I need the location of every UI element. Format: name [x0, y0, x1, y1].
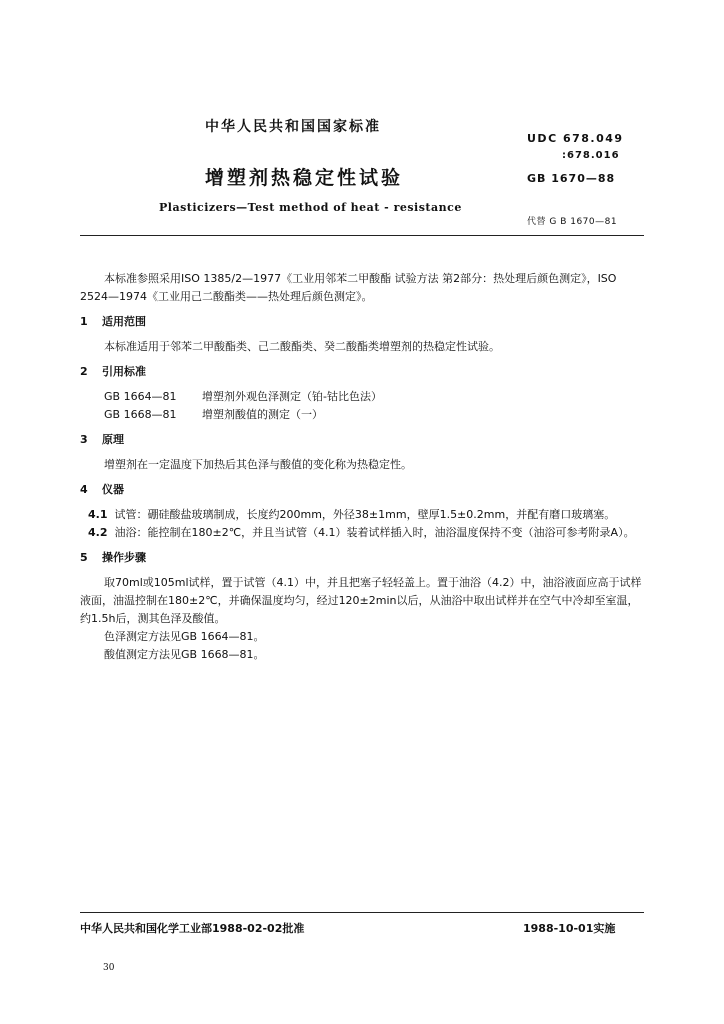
section-title: 引用标准	[102, 365, 146, 378]
approval-note: 中华人民共和国化学工业部1988-02-02批准	[80, 922, 305, 935]
footer-divider	[80, 912, 644, 913]
color-method-note: 色泽测定方法见GB 1664—81。	[104, 630, 265, 643]
standard-title-english: Plasticizers—Test method of heat - resistance	[159, 201, 462, 214]
udc-code-line1: UDC 678.049	[527, 132, 624, 145]
effective-date: 1988-10-01实施	[523, 922, 616, 935]
section-number: 5	[80, 551, 88, 564]
reference-code: GB 1664—81	[104, 390, 177, 403]
clause-4-2	[80, 524, 644, 542]
clause-number: 4.1	[88, 508, 108, 521]
standard-title-chinese: 增塑剂热稳定性试验	[205, 167, 404, 189]
section-5-heading	[80, 549, 644, 567]
section-3-heading	[80, 431, 644, 449]
intro-paragraph: 本标准参照采用ISO 1385/2—1977《工业用邻苯二甲酸酯 试验方法 第2部分：热处理后颜色测定》，ISO 2524—1974《工业用己二酸酯类——热处理后颜色测定》。	[80, 272, 617, 303]
clause-4-1	[80, 506, 644, 524]
section-1-text: 本标准适用于邻苯二甲酸酯类、己二酸酯类、癸二酸酯类增塑剂的热稳定性试验。	[104, 340, 500, 353]
section-2-heading	[80, 363, 644, 381]
page-number: 30	[103, 963, 115, 973]
section-title: 操作步骤	[102, 551, 146, 564]
reference-item	[80, 388, 644, 406]
udc-code-line2: :678.016	[562, 150, 620, 161]
section-3-text: 增塑剂在一定温度下加热后其色泽与酸值的变化称为热稳定性。	[104, 458, 412, 471]
reference-item	[80, 406, 644, 424]
reference-title: 增塑剂酸值的测定（一）	[202, 408, 323, 421]
issuing-authority: 中华人民共和国国家标准	[205, 119, 381, 135]
gb-standard-number: GB 1670—88	[527, 172, 616, 185]
section-4-heading	[80, 481, 644, 499]
clause-number: 4.2	[88, 526, 108, 539]
section-1-heading	[80, 313, 644, 331]
section-title: 适用范围	[102, 315, 146, 328]
section-number: 4	[80, 483, 88, 496]
section-title: 原理	[102, 433, 124, 446]
section-number: 3	[80, 433, 88, 446]
reference-code: GB 1668—81	[104, 408, 177, 421]
clause-text: 试管：硼硅酸盐玻璃制成，长度约200mm，外径38±1mm，壁厚1.5±0.2mm，并配有磨口玻璃塞。	[114, 508, 616, 521]
clause-text: 油浴：能控制在180±2℃，并且当试管（4.1）装着试样插入时，油浴温度保持不变（油浴可参考附录A）。	[114, 526, 635, 539]
section-5-text: 取70ml或105ml试样，置于试管（4.1）中，并且把塞子轻轻盖上。置于油浴（4.2）中，油浴液面应高于试样液面，油温控制在180±2℃，并确保温度均匀，经过120±2min以后，从油浴中取出试样并在空气中冷却至室温，约1.5h后，测其色泽及酸值。	[80, 576, 642, 625]
acid-value-method-note: 酸值测定方法见GB 1668—81。	[104, 648, 265, 661]
reference-title: 增塑剂外观色泽测定（铂-钴比色法）	[202, 390, 382, 403]
replaces-note: 代替 G B 1670—81	[527, 217, 618, 227]
section-number: 1	[80, 315, 88, 328]
section-title: 仪器	[102, 483, 124, 496]
section-number: 2	[80, 365, 88, 378]
document-body	[80, 270, 644, 664]
header-divider	[80, 235, 644, 236]
